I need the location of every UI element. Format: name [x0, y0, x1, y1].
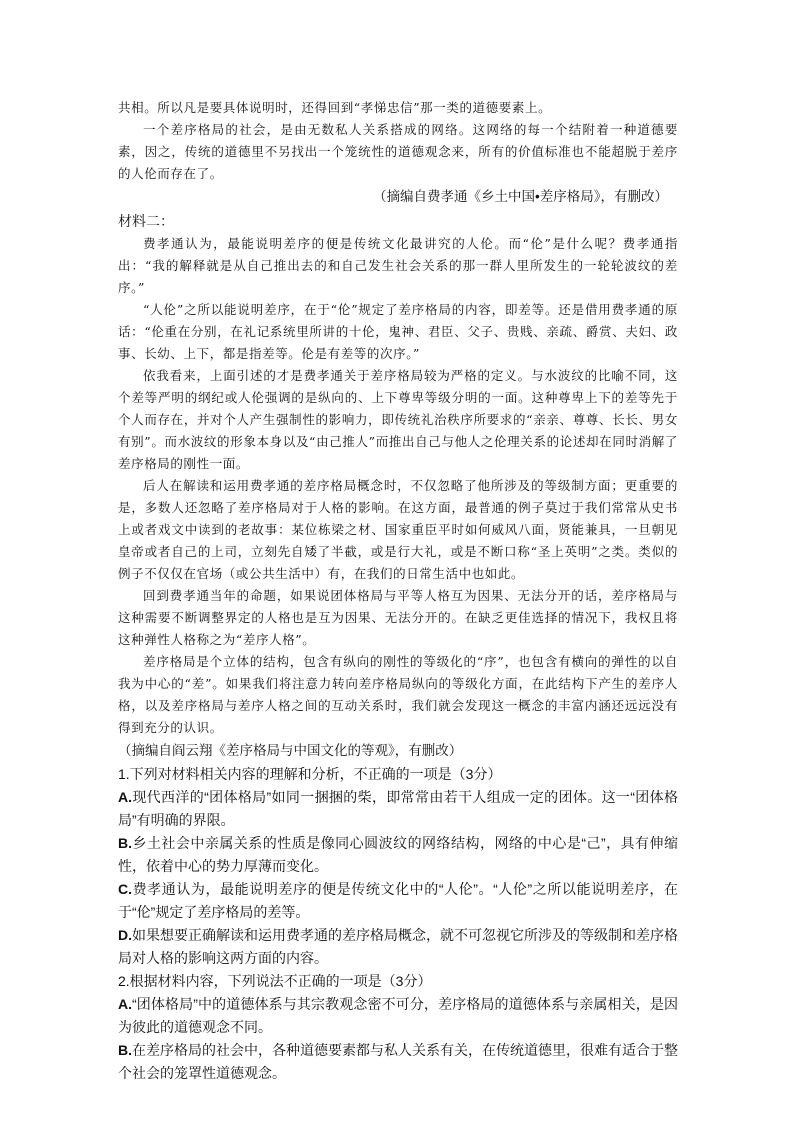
passage1-last-paragraph: 一个差序格局的社会，是由无数私人关系搭成的网络。这网络的每一个结附着一种道德要素，因之，传统的道德里不另找出一个笼统性的道德观念来，所有的价值标准也不能超脱于差序的人伦而存在了。 [118, 122, 678, 181]
option-text: 在差序格局的社会中，各种道德要素都与私人关系有关，在传统道德里，很难有适合于整个社会的笼罩性道德观念。 [118, 1042, 678, 1081]
question2-option-a [118, 993, 678, 1039]
question1-stem: 1.下列对材料相关内容的理解和分析，不正确的一项是（3分） [118, 766, 502, 782]
option-text: 乡土社会中亲属关系的性质是像同心圆波纹的网络结构，网络的中心是“己”，具有伸缩性，依着中心的势力厚薄而变化。 [118, 835, 678, 874]
question2-option-b [118, 1039, 678, 1085]
option-letter: A. [118, 789, 132, 805]
passage2-paragraph: 费孝通认为，最能说明差序的便是传统文化最讲究的人伦。而“伦”是什么呢？费孝通指出：“我的解释就是从自己推出去的和自己发生社会关系的那一群人里所发生的一轮轮波纹的差序。” [118, 236, 678, 295]
question1-option-d [118, 924, 678, 970]
option-letter: C. [118, 881, 132, 897]
passage2-paragraph: 后人在解读和运用费孝通的差序格局概念时，不仅忽略了他所涉及的等级制方面；更重要的是，多数人还忽略了差序格局对于人格的影响。在这方面，最普通的例子莫过于我们常常从史书上或者戏文中读到的老故事：某位栋梁之材、国家重臣平时如何威风八面，贤能兼具，一旦朝见皇帝或者自己的上司，立刻先自矮了半截，或是行大礼，或是不断口称“圣上英明”之类。类似的例子不仅仅在官场（或公共生活中）有，在我们的日常生活中也如此。 [118, 478, 678, 581]
option-letter: D. [118, 927, 132, 943]
material-two-label: 材料二： [118, 213, 174, 229]
option-text: 如果想要正确解读和运用费孝通的差序格局概念，就不可忽视它所涉及的等级制和差序格局对人格的影响这两方面的内容。 [118, 927, 678, 966]
passage2-paragraph: 依我看来，上面引述的才是费孝通关于差序格局较为严格的定义。与水波纹的比喻不同，这个差等严明的纲纪或人伦强调的是纵向的、上下尊卑等级分明的一面。这种尊卑上下的差等先于个人而存在，并对个人产生强制性的影响力，即传统礼治秩序所要求的“亲亲、尊尊、长长、男女有别”。而水波纹的形象本身以及“由己推人”而推出自己与他人之伦理关系的论述却在同时消解了差序格局的刚性一面。 [118, 368, 678, 471]
passage1-source: （摘编自费孝通《乡土中国•差序格局》，有删改） [373, 189, 668, 204]
passage2-source: （摘编自阎云翔《差序格局与中国文化的等观》，有删改） [118, 743, 463, 758]
option-text: 现代西洋的“团体格局”如同一捆捆的柴，即常常由若干人组成一定的团体。这一“团体格局”有明确的界限。 [118, 789, 678, 828]
option-letter: A. [118, 996, 132, 1012]
passage2-paragraph: 差序格局是个立体的结构，包含有纵向的刚性的等级化的“序”，也包含有横向的弹性的以自我为中心的“差”。如果我们将注意力转向差序格局纵向的等级化方面，在此结构下产生的差序人格，以及差序格局与差序人格之间的互动关系时，我们就会发现这一概念的丰富内涵还远远没有得到充分的认识。 [118, 654, 678, 735]
option-text: 费孝通认为，最能说明差序的便是传统文化中的“人伦”。“人伦”之所以能说明差序，在于“伦”规定了差序格局的差等。 [118, 881, 678, 920]
question1-option-c [118, 878, 678, 924]
question2-stem: 2.根据材料内容，下列说法不正确的一项是（3分） [118, 973, 432, 989]
document-content [118, 97, 678, 1085]
question1-option-b [118, 832, 678, 878]
option-text: “团体格局”中的道德体系与其宗教观念密不可分，差序格局的道德体系与亲属相关，是因为彼此的道德观念不同。 [118, 996, 678, 1035]
passage1-continued-paragraph: 共相。所以凡是要具体说明时，还得回到“孝悌忠信”那一类的道德要素上。 [118, 100, 552, 115]
passage2-paragraph: 回到费孝通当年的命题，如果说团体格局与平等人格互为因果、无法分开的话，差序格局与这种需要不断调整界定的人格也是互为因果、无法分开的。在缺乏更佳选择的情况下，我权且将这种弹性人格称之为“差序人格”。 [118, 588, 678, 647]
passage2-paragraph: “人伦”之所以能说明差序，在于“伦”规定了差序格局的内容，即差等。还是借用费孝通的原话：“伦重在分别，在礼记系统里所讲的十伦，鬼神、君臣、父子、贵贱、亲疏、爵赏、夫妇、政事、长幼、上下，都是指差等。伦是有差等的次序。” [118, 302, 678, 361]
option-letter: B. [118, 1042, 132, 1058]
option-letter: B. [118, 835, 132, 851]
question1-option-a [118, 786, 678, 832]
